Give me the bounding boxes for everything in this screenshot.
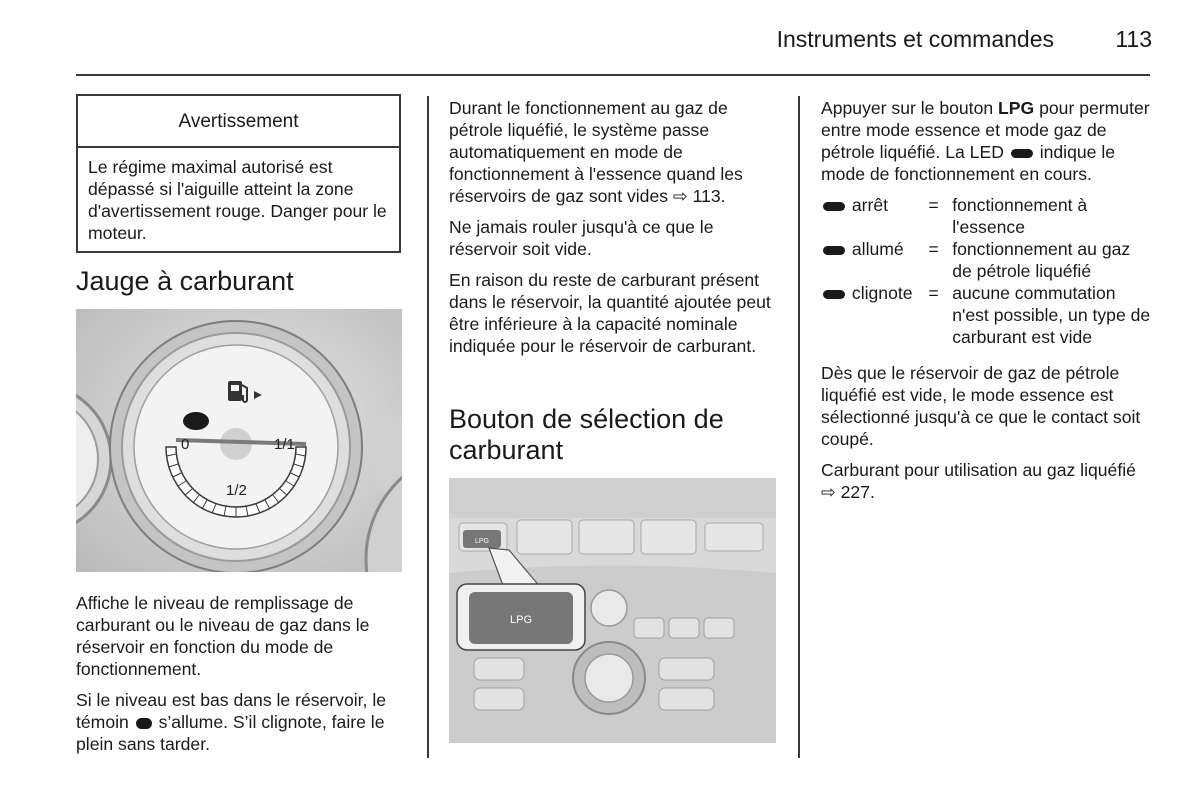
paragraph: Ne jamais rouler jusqu'à ce que le réservoir soit vide.	[449, 217, 714, 259]
led-states-table	[821, 194, 1151, 348]
led-state-row: arrêt = fonctionnement à l'essence	[821, 194, 1151, 238]
paragraph: Dès que le réservoir de gaz de pétrole liquéfié est vide, le mode essence est sélectionné jusqu'à ce que le contact soit coupé.	[821, 363, 1141, 449]
fuel-gauge-illustration	[76, 309, 402, 572]
low-fuel-paragraph: Si le niveau est bas dans le réservoir, le témoin s’allume. S’il clignote, faire le plein sans tarder.	[76, 690, 387, 754]
low-fuel-led-icon	[136, 718, 152, 729]
header-divider	[76, 74, 1150, 76]
lpg-intro-paragraph: Appuyer sur le bouton LPG pour permuter entre mode essence et mode gaz de pétrole liquéfié. La LED indique le mode de fonctionnement en cours.	[821, 98, 1150, 184]
column-2-text	[449, 97, 779, 366]
led-icon	[823, 290, 845, 299]
led-icon	[1011, 149, 1033, 158]
lpg-button-small-label: LPG	[474, 538, 490, 545]
lpg-button-label: LPG	[509, 614, 533, 626]
column-divider	[798, 96, 800, 758]
led-icon	[823, 246, 845, 255]
lpg-button-illustration	[449, 478, 776, 743]
gauge-label-empty: 0	[181, 436, 190, 453]
section-title: Instruments et commandes	[776, 26, 1054, 52]
low-fuel-led-icon	[183, 412, 209, 430]
column-3-text	[821, 97, 1151, 512]
gauge-description: Affiche le niveau de remplissage de carburant ou le niveau de gaz dans le réservoir en fonction du mode de fonctionnement.	[76, 593, 370, 679]
column-divider	[427, 96, 429, 758]
page-number: 113	[1115, 26, 1152, 52]
column-1-text	[76, 592, 406, 764]
warning-box	[76, 94, 401, 253]
warning-text: Le régime maximal autorisé est dépassé si l'aiguille atteint la zone d'avertissement rouge. Danger pour le moteur.	[88, 157, 387, 243]
led-icon	[823, 202, 845, 211]
paragraph: En raison du reste de carburant présent dans le réservoir, la quantité ajoutée peut être inférieure à la capacité nominale indiquée pour le réservoir de carburant.	[449, 270, 771, 356]
paragraph: Durant le fonctionnement au gaz de pétrole liquéfié, le système passe automatiquement en mode de fonctionnement à l'essence quand les réservoirs de gaz sont vides ⇨ 113.	[449, 98, 743, 206]
fuel-selector-heading: Bouton de sélection de carburant	[449, 404, 724, 465]
paragraph: Carburant pour utilisation au gaz liquéfié ⇨ 227.	[821, 460, 1136, 502]
gauge-label-full: 1/1	[274, 436, 295, 453]
led-state-row: clignote = aucune commutation n'est possible, un type de carburant est vide	[821, 282, 1151, 348]
led-state-row: allumé = fonctionnement au gaz de pétrole liquéfié	[821, 238, 1151, 282]
fuel-gauge-heading: Jauge à carburant	[76, 266, 294, 296]
warning-title: Avertissement	[78, 96, 399, 148]
gauge-label-half: 1/2	[226, 482, 247, 499]
